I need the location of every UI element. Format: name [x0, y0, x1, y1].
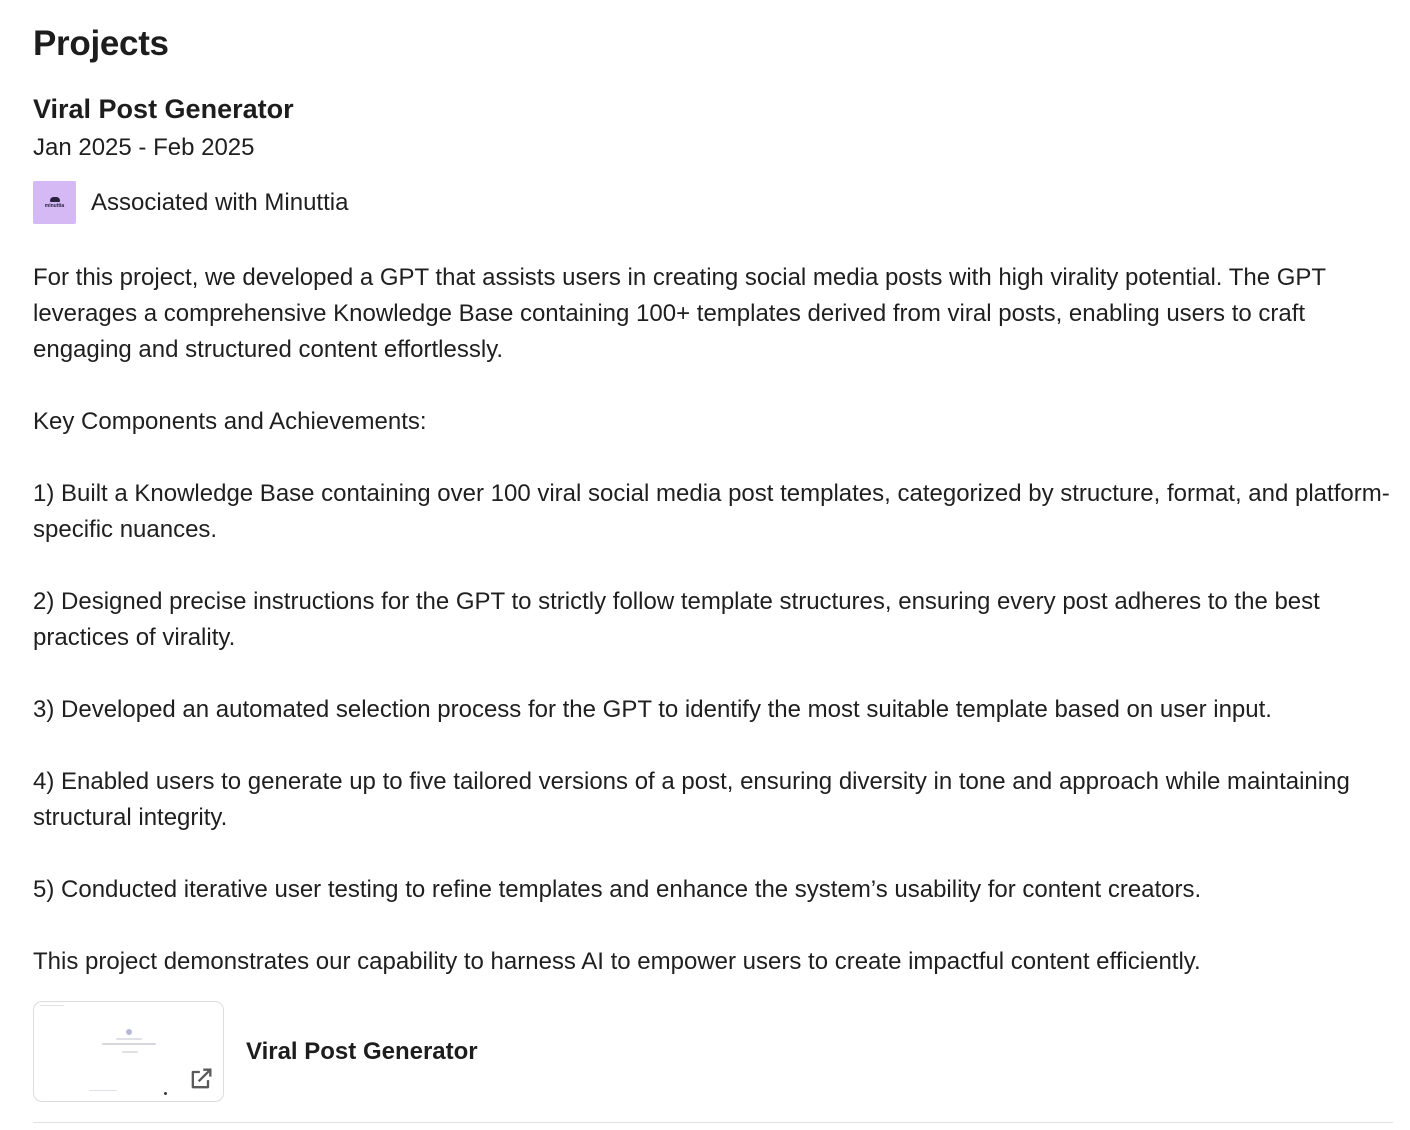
media-thumbnail-card[interactable]: [33, 1001, 224, 1102]
media-title[interactable]: Viral Post Generator: [246, 1038, 478, 1065]
description-item: 3) Developed an automated selection process for the GPT to identify the most suitable template based on user input.: [33, 696, 1272, 723]
organization-logo[interactable]: [33, 181, 76, 224]
description-item: 4) Enabled users to generate up to five tailored versions of a post, ensuring diversity in tone and approach while maintaining structural integrity.: [33, 768, 1350, 831]
project-title: Viral Post Generator: [33, 94, 294, 124]
description-conclusion: This project demonstrates our capability to harness AI to empower users to create impactful content efficiently.: [33, 948, 1201, 975]
section-divider: [33, 1122, 1393, 1123]
description-item: 2) Designed precise instructions for the GPT to strictly follow template structures, ensuring every post adheres to the best practices of virality.: [33, 588, 1320, 651]
association-text: Associated with Minuttia: [91, 188, 349, 216]
external-link-icon[interactable]: [187, 1065, 215, 1093]
description-intro: For this project, we developed a GPT that assists users in creating social media posts with high virality potential. The GPT leverages a comprehensive Knowledge Base containing 100+ templates derived from viral posts, enabling users to craft engaging and structured content effortlessly.: [33, 264, 1326, 363]
description-item: 5) Conducted iterative user testing to refine templates and enhance the system’s usability for content creators.: [33, 876, 1202, 903]
description-item: 1) Built a Knowledge Base containing over 100 viral social media post templates, categorized by structure, format, and platform-specific nuances.: [33, 480, 1390, 543]
project-dates: Jan 2025 - Feb 2025: [33, 134, 255, 161]
description-heading: Key Components and Achievements:: [33, 408, 427, 435]
logo-mark-icon: [50, 197, 60, 202]
logo-wordmark: minuttia: [44, 202, 65, 209]
association-row[interactable]: [33, 181, 348, 224]
section-title: Projects: [33, 24, 169, 63]
project-description: [33, 260, 1398, 980]
